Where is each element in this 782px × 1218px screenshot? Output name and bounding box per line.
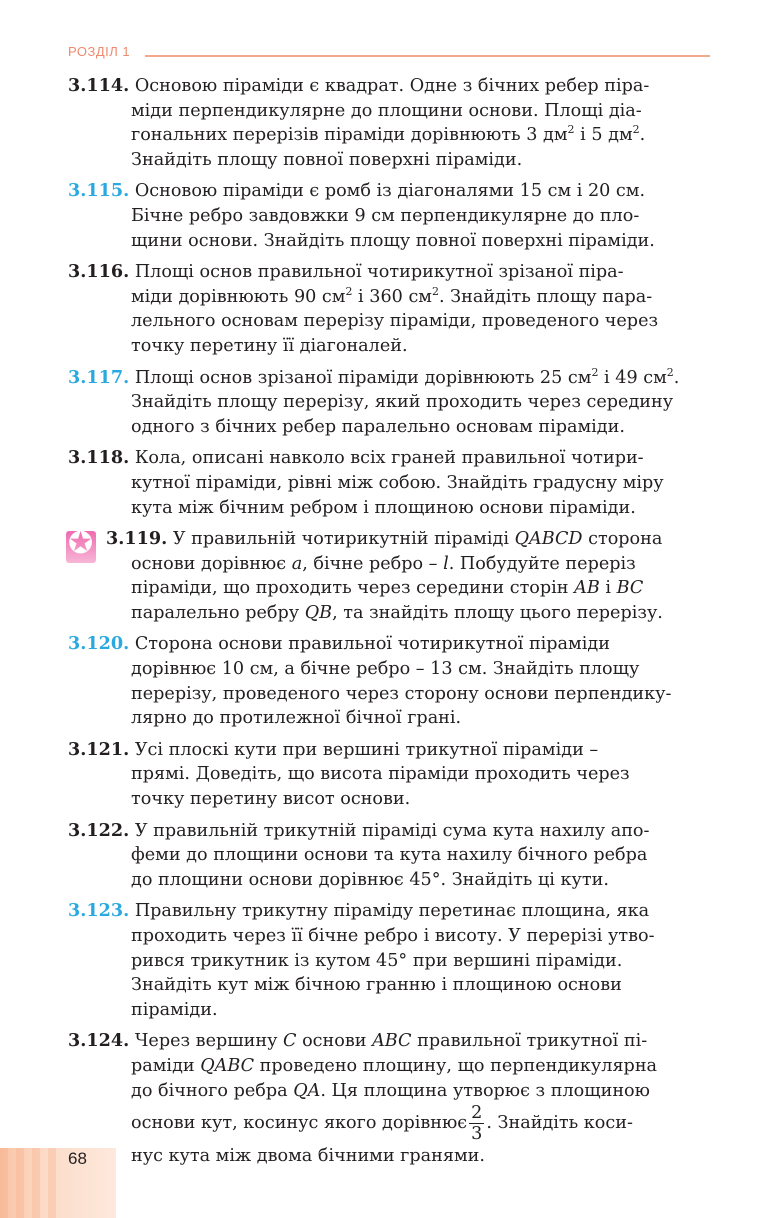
fraction-denominator: 3 bbox=[471, 1124, 483, 1145]
fraction bbox=[469, 1103, 484, 1144]
problem-3-121 bbox=[68, 738, 710, 812]
problem-text: щини основи. Знайдіть площу повної поверхні піраміди. bbox=[131, 230, 655, 251]
problem-text: піраміди. bbox=[131, 999, 218, 1020]
problem-text: паралельно ребру QB, та знайдіть площу цього перерізу. bbox=[131, 602, 663, 623]
problem-text: кута між бічним ребром і площиною основи піраміди. bbox=[131, 497, 636, 518]
problem-text: лярно до протилежної бічної грані. bbox=[131, 708, 462, 729]
problem-text: основи кут, косинус якого дорівнює $\frac{2}{3}$ . Знайдіть коси- bbox=[131, 1103, 633, 1145]
problem-number: 3.120. bbox=[68, 633, 130, 655]
problem-text: прямі. Доведіть, що висота піраміди проходить через bbox=[131, 764, 630, 785]
problem-text: феми до площини основи та кута нахилу бічного ребра bbox=[131, 845, 648, 866]
problem-text: Основою піраміди є квадрат. Одне з бічних ребер піра- bbox=[134, 76, 650, 96]
problem-3-115 bbox=[68, 179, 710, 253]
problem-text: міди перпендикулярне до площини основи. Площі діа- bbox=[131, 100, 642, 121]
problem-text: Знайдіть кут між бічною гранню і площиною основи bbox=[131, 975, 622, 996]
problem-3-119 bbox=[68, 527, 710, 625]
problem-text: до бічного ребра QA. Ця площина утворює з площиною bbox=[131, 1080, 650, 1101]
problem-3-116 bbox=[68, 260, 710, 358]
problem-text: гональних перерізів піраміди дорівнюють 3 $дм^2$ і 5 $дм^2$. bbox=[131, 123, 646, 146]
problem-number: 3.123. bbox=[68, 900, 130, 922]
problem-3-118 bbox=[68, 446, 710, 520]
problem-text: Кола, описані навколо всіх граней правильної чотири- bbox=[134, 448, 644, 469]
problem-text: нус кута між двома бічними гранями. bbox=[131, 1146, 485, 1167]
fraction-numerator: 2 bbox=[471, 1103, 483, 1124]
chapter-header bbox=[68, 44, 710, 64]
problem-text: У правильній трикутній піраміді сума кута нахилу апо- bbox=[134, 820, 650, 841]
problem-text: Знайдіть площу повної поверхні піраміди. bbox=[131, 149, 523, 170]
problem-3-117 bbox=[68, 366, 710, 440]
problem-text: до площини основи дорівнює 45°. Знайдіть ці кути. bbox=[131, 869, 609, 890]
header-rule bbox=[145, 55, 710, 57]
problem-text: одного з бічних ребер паралельно основам піраміди. bbox=[131, 416, 625, 437]
problem-text: піраміди, що проходить через середини сторін AB і BC bbox=[131, 578, 644, 599]
problem-text: У правильній чотирикутній піраміді QABCD сторона bbox=[172, 529, 663, 550]
problem-number: 3.121. bbox=[68, 738, 130, 760]
problem-number: 3.124. bbox=[68, 1030, 130, 1052]
problem-text: Правильну трикутну піраміду перетинає площина, яка bbox=[134, 901, 650, 922]
problem-number: 3.114. bbox=[68, 75, 130, 96]
problem-3-124 bbox=[68, 1029, 710, 1168]
problem-text: перерізу, проведеного через сторону основи перпендику- bbox=[131, 683, 672, 704]
problem-text: Знайдіть площу перерізу, який проходить через середину bbox=[131, 392, 674, 413]
problem-number: 3.116. bbox=[68, 261, 130, 283]
problem-number: 3.118. bbox=[68, 447, 130, 469]
problem-text: Через вершину C основи ABC правильної трикутної пі- bbox=[134, 1031, 648, 1052]
problem-list bbox=[68, 74, 710, 1176]
problem-number: 3.117. bbox=[68, 366, 130, 388]
problem-3-114 bbox=[68, 74, 710, 172]
problem-number: 3.115. bbox=[68, 180, 130, 202]
problem-text: міди дорівнюють 90 $см^2$ і 360 $см^2$. Знайдіть площу пара- bbox=[131, 284, 653, 307]
problem-text: Основою піраміди є ромб із діагоналями 15 см і 20 см. bbox=[134, 181, 646, 202]
problem-text: лельного основам перерізу піраміди, проведеного через bbox=[131, 311, 659, 332]
problem-3-122 bbox=[68, 819, 710, 893]
page-corner-stripes bbox=[0, 1148, 60, 1218]
problem-text: Площі основ правильної чотирикутної зрізаної піра- bbox=[134, 262, 624, 283]
star-icon: ✪ bbox=[66, 527, 98, 565]
problem-text: Бічне ребро завдовжки 9 см перпендикулярне до пло- bbox=[131, 205, 640, 226]
problem-text: дорівнює 10 см, а бічне ребро – 13 см. Знайдіть площу bbox=[131, 659, 640, 680]
problem-text: кутної піраміди, рівні між собою. Знайдіть градусну міру bbox=[131, 472, 664, 493]
problem-text: рився трикутник із кутом 45° при вершині піраміди. bbox=[131, 950, 623, 971]
page-number: 68 bbox=[68, 1149, 87, 1168]
problem-text: раміди QABC проведено площину, що перпендикулярна bbox=[131, 1055, 658, 1076]
problem-text: точку перетину висот основи. bbox=[131, 789, 411, 810]
problem-3-123 bbox=[68, 899, 710, 1022]
problem-text: проходить через її бічне ребро і висоту. У перерізі утво- bbox=[131, 926, 655, 946]
problem-text: Площі основ зрізаної піраміди дорівнюють 25 $см^2$ і 49 $см^2$. bbox=[134, 365, 680, 388]
problem-number: 3.119. bbox=[106, 528, 168, 550]
problem-text: точку перетину її діагоналей. bbox=[131, 335, 408, 356]
problem-text: Сторона основи правильної чотирикутної піраміди bbox=[134, 634, 610, 655]
problem-3-120 bbox=[68, 632, 710, 730]
problem-text: Усі плоскі кути при вершині трикутної піраміди – bbox=[134, 739, 599, 760]
problem-number: 3.122. bbox=[68, 819, 130, 841]
section-label: РОЗДІЛ 1 bbox=[68, 44, 131, 59]
problem-text: основи дорівнює a, бічне ребро – l. Побудуйте переріз bbox=[131, 553, 636, 574]
